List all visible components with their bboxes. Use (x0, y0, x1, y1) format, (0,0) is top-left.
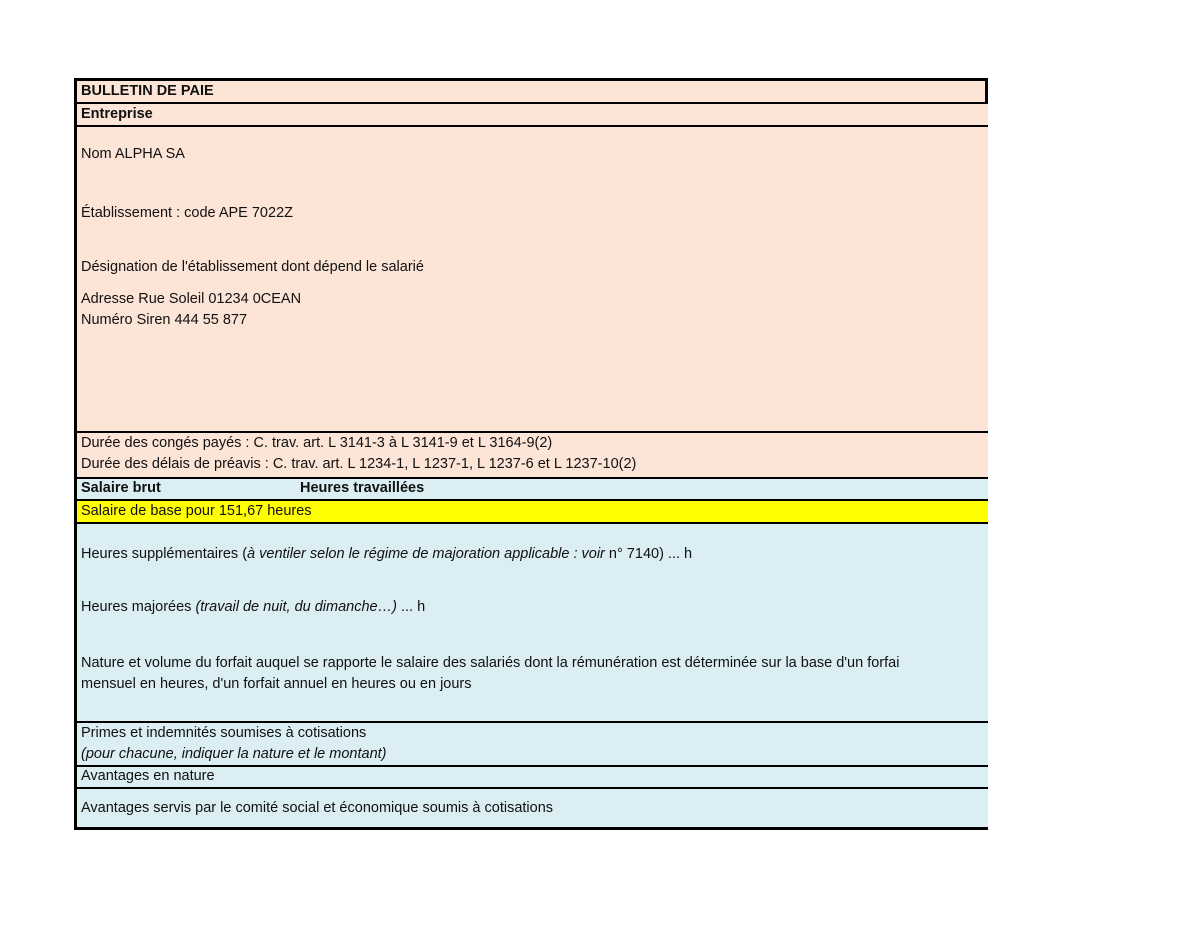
heures-maj-text: Heures majorées (81, 599, 196, 615)
heures-sup-end: n° 7140) ... h (604, 546, 693, 562)
company-name: Nom ALPHA SA (81, 146, 185, 162)
heures-travaillees-header: Heures travaillées (300, 480, 425, 496)
entreprise-details (77, 127, 988, 431)
salaire-base: Salaire de base pour 151,67 heures (81, 503, 312, 519)
title-row (77, 81, 988, 102)
entreprise-header-row (77, 104, 988, 125)
forfait-line-1: Nature et volume du forfait auquel se rapporte le salaire des salariés dont la rémunération est déterminée sur la base d'un forfai (81, 655, 900, 671)
heures-maj-note: (travail de nuit, du dimanche…) (195, 599, 397, 615)
avantages-nature-row (77, 767, 988, 787)
avantages-cse-row (77, 789, 988, 830)
primes-row (77, 723, 988, 765)
heures-block (77, 524, 988, 721)
company-address: Adresse Rue Soleil 01234 0CEAN (81, 291, 302, 307)
salaire-brut-header: Salaire brut (81, 480, 161, 496)
heures-maj-end: ... h (396, 599, 426, 615)
entreprise-header: Entreprise (81, 106, 153, 122)
primes-note: (pour chacune, indiquer la nature et le montant) (81, 746, 387, 762)
siren-number: Numéro Siren 444 55 877 (81, 312, 248, 328)
delais-preavis: Durée des délais de préavis : C. trav. art. L 1234-1, L 1237-1, L 1237-6 et L 1237-10(2) (81, 456, 637, 472)
right-border (985, 81, 988, 102)
heures-sup-note: à ventiler selon le régime de majoration applicable : voir (247, 546, 605, 562)
primes-label: Primes et indemnités soumises à cotisations (81, 725, 367, 741)
heures-sup-text: Heures supplémentaires ( (81, 546, 248, 562)
forfait-line-2: mensuel en heures, d'un forfait annuel en heures ou en jours (81, 676, 472, 692)
heures-majorees (81, 599, 425, 616)
salaire-base-row (77, 501, 988, 522)
salaire-header-row (77, 479, 988, 499)
avantages-cse: Avantages servis par le comité social et économique soumis à cotisations (81, 800, 554, 816)
avantages-nature: Avantages en nature (81, 768, 215, 784)
payslip-sheet (74, 78, 988, 830)
heures-supplementaires (81, 546, 692, 563)
conges-payes: Durée des congés payés : C. trav. art. L 3141-3 à L 3141-9 et L 3164-9(2) (81, 435, 553, 451)
conges-row (77, 433, 988, 477)
establishment-designation: Désignation de l'établissement dont dépend le salarié (81, 259, 424, 275)
document-title: BULLETIN DE PAIE (81, 83, 214, 99)
establishment-code: Établissement : code APE 7022Z (81, 205, 293, 221)
